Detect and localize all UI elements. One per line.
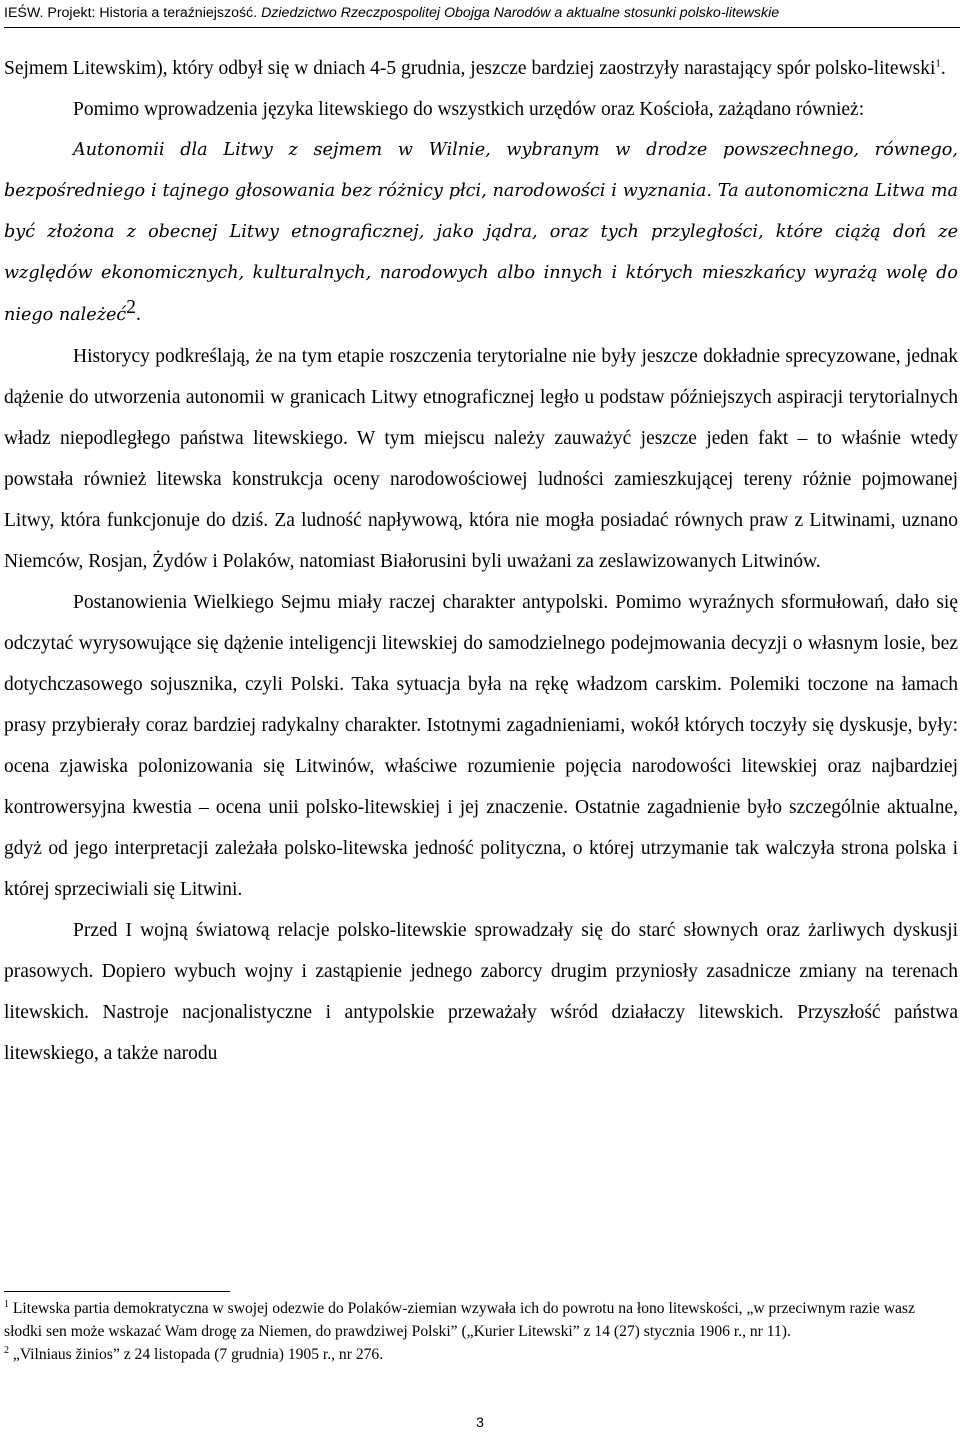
paragraph-5: Przed I wojną światową relacje polsko-litewskie sprowadzały się do starć słownych oraz żarliwych dyskusji prasowych. Dopiero wybuch wojny i zastąpienie jednego zaborcy drugim przyniosły zasadnicze zmiany na terenach litewskich. Nastroje nacjonalistyczne i antypolskie przeważały wśród działaczy litewskich. Przyszłość państwa litewskiego, a także narodu [4,920,958,1064]
header-title: Dziedzictwo Rzeczpospolitej Obojga Narodów a aktualne stosunki polsko-litewskie [261,5,780,21]
running-header [4,5,960,28]
paragraph-4: Postanowienia Wielkiego Sejmu miały raczej charakter antypolski. Pomimo wyraźnych sformułowań, dało się odczytać wyrysowujące się dążenie inteligencji litewskiej do samodzielnego podejmowania decyzji o własnym losie, bez dotychczasowego sojusznika, czyli Polski. Taka sytuacja była na rękę władzom carskim. Polemiki toczone na łamach prasy przybierały coraz bardziej radykalny charakter. Istotnymi zagadnieniami, wokół których toczyły się dyskusje, były: ocena zjawiska polonizowania się Litwinów, właściwe rozumienie pojęcia narodowości litewskiej oraz najbardziej kontrowersyjna kwestia – ocena unii polsko-litewskiej i jej znaczenie. Ostatnie zagadnienie było szczególnie aktualne, gdyż od jego interpretacji zależała polsko-litewska jedność polityczna, o której utrzymanie tak walczyła strona polska i której sprzeciwiali się Litwini. [4,592,958,900]
footnote-separator [4,1291,230,1292]
footnote-text: Litewska partia demokratyczna w swojej odezwie do Polaków-ziemian wzywała ich do powrotu na łono litewskości, „w przeciwnym razie wasz słodki sen może wskazać Wam drogę za Niemen, do prawdziwej Polski” („Kurier Litewski” z 14 (27) stycznia 1906 r., nr 11). [4,1300,915,1340]
footnote-number: 1 [4,1298,9,1310]
footnote-text: „Vilniaus žinios” z 24 listopada (7 grudnia) 1905 r., nr 276. [12,1346,384,1363]
header-project-label: IEŚW. Projekt: Historia a teraźniejszość. [4,5,258,21]
footnotes [4,1297,956,1366]
paragraph-2: Pomimo wprowadzenia języka litewskiego do wszystkich urzędów oraz Kościoła, zażądano również: [73,99,865,120]
footnote-ref-1[interactable]: 1 [935,57,941,70]
main-text [4,48,958,1074]
paragraph-1: Sejmem Litewskim), który odbył się w dniach 4-5 grudnia, jeszcze bardziej zaostrzyły narastający spór polsko-litewski$^1$. [4,57,946,79]
footnote-ref-2[interactable]: 2 [126,297,136,319]
paragraph-3: Historycy podkreślają, że na tym etapie roszczenia terytorialne nie były jeszcze dokładnie sprecyzowane, jednak dążenie do utworzenia autonomii w granicach Litwy etnograficznej legło u podstaw późniejszych aspiracji terytorialnych władz niepodległego państwa litewskiego. W tym miejscu należy zauważyć jeszcze jeden fakt – to właśnie wtedy powstała również litewska konstrukcja oceny narodowościowej ludności zamieszkującej tereny różnie pojmowanej Litwy, która funkcjonuje do dziś. Za ludność napływową, która nie mogła posiadać równych praw z Litwinami, uznano Niemców, Rosjan, Żydów i Polaków, natomiast Białorusini byli uważani za zeslawizowanych Litwinów. [4,346,958,572]
footnote-2 [4,1343,956,1366]
footnote-1 [4,1297,956,1343]
page-number: 3 [476,1414,484,1430]
block-quote: Autonomii dla Litwy z sejmem w Wilnie, wybranym w drodze powszechnego, równego, bezpośredniego i tajnego głosowania bez różnicy płci, narodowości i wyznania. Ta autonomiczna Litwa ma być złożona z obecnej Litwy etnograficznej, jako jądra, oraz tych przyległości, które ciążą doń ze względów ekonomicznych, kulturalnych, narodowych albo innych i których mieszkańcy wyrażą wolę do niego należeć$^2$. [4,140,958,325]
footnote-number: 2 [4,1344,9,1356]
